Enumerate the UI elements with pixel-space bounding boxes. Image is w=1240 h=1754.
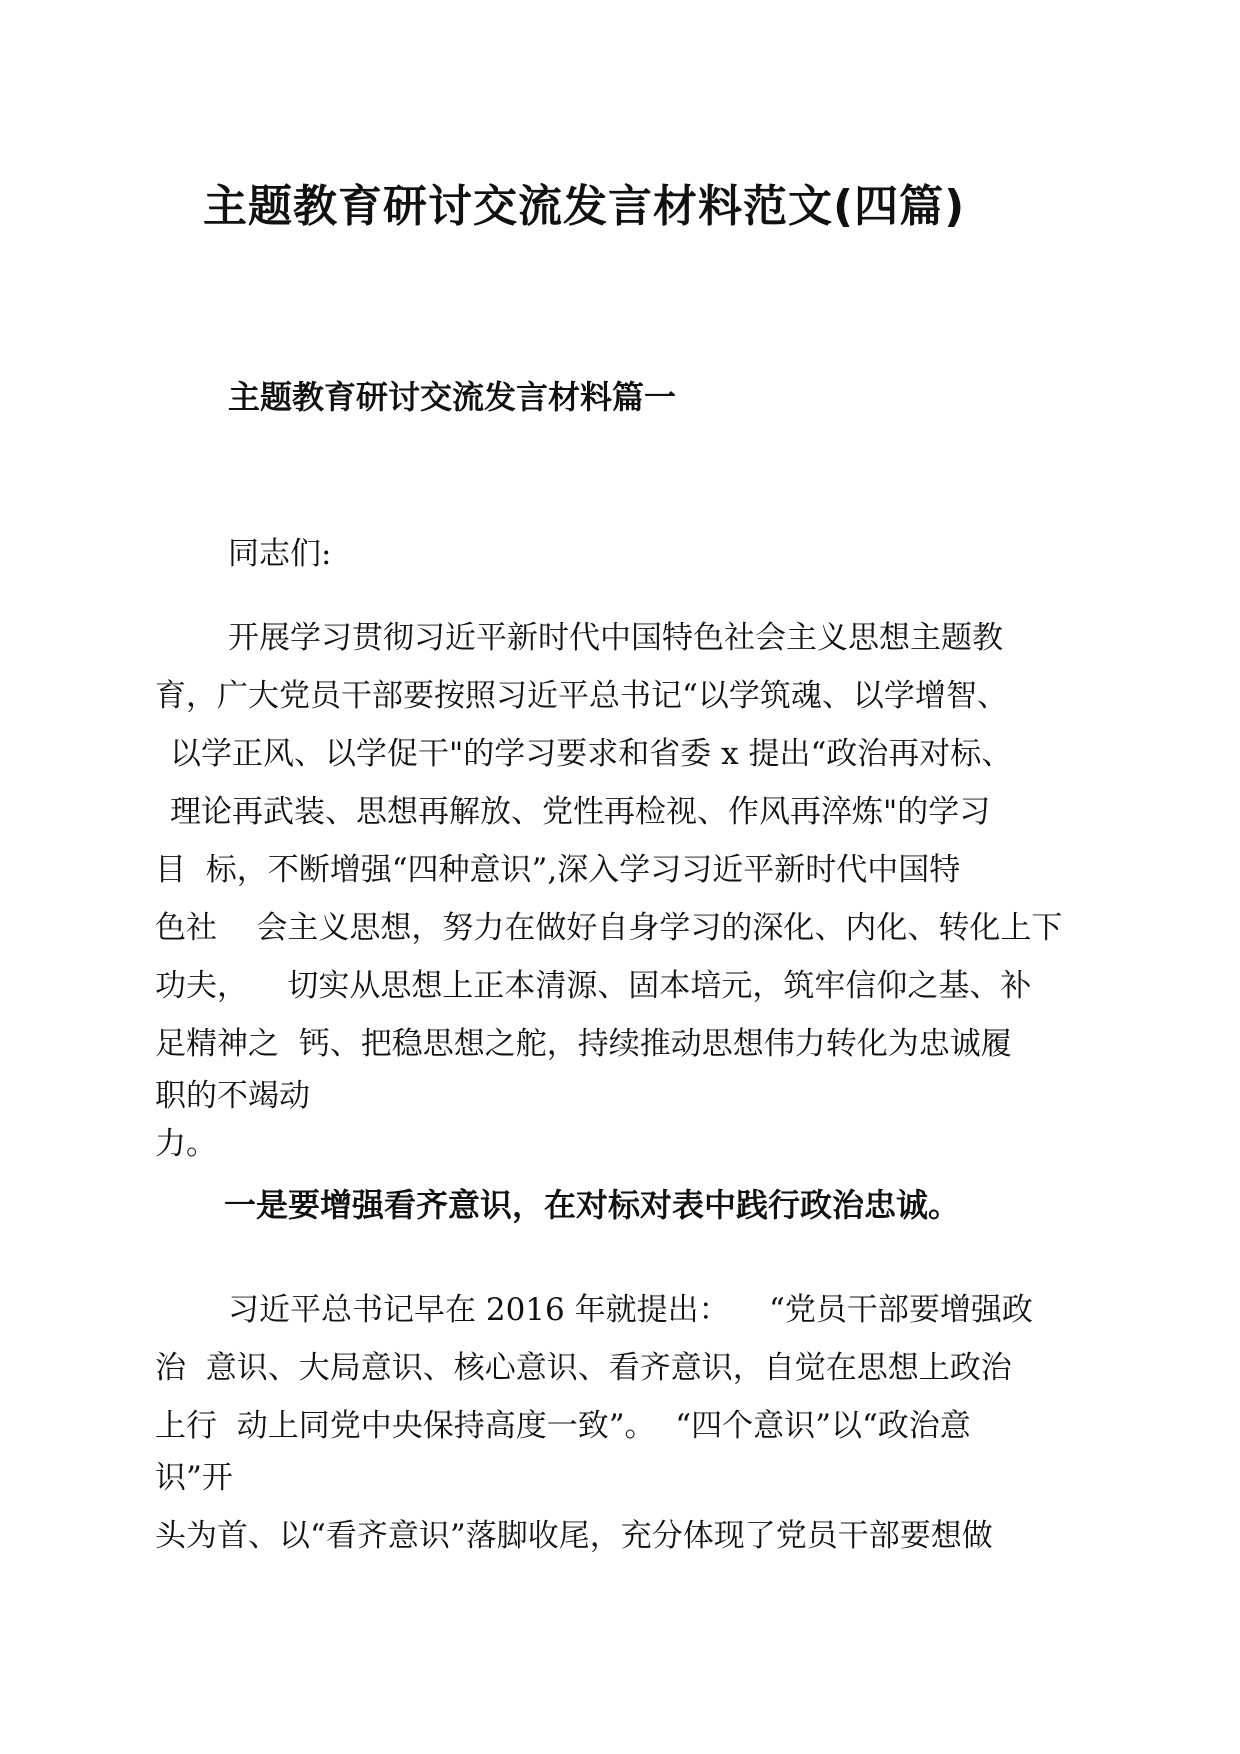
paragraph-line: 治 意识、大局意识、核心意识、看齐意识，自觉在思想上政治 <box>155 1350 1012 1386</box>
paragraph-line: 上行 动上同党中央保持高度一致”。 “四个意识”以“政治意 <box>155 1408 971 1444</box>
section-heading: 主题教育研讨交流发言材料篇一 <box>228 378 677 416</box>
paragraph-line: 色社 会主义思想，努力在做好自身学习的深化、内化、转化上下 <box>155 910 1063 946</box>
paragraph-line: 目 标，不断增强“四种意识”,深入学习习近平新时代中国特 <box>155 852 961 888</box>
paragraph-line: 育，广大党员干部要按照习近平总书记“以学筑魂、以学增智、 <box>155 678 1008 714</box>
salutation: 同志们: <box>228 536 332 572</box>
paragraph-line: 以学正风、以学促干"的学习要求和省委 x 提出“政治再对标、 <box>170 736 1013 772</box>
paragraph-line: 力。 <box>155 1126 217 1162</box>
document-title: 主题教育研讨交流发言材料范文(四篇) <box>203 181 966 232</box>
paragraph-line: 职的不竭动 <box>155 1078 310 1114</box>
paragraph-line: 开展学习贯彻习近平新时代中国特色社会主义思想主题教 <box>228 620 1003 656</box>
paragraph-line: 理论再武装、思想再解放、党性再检视、作风再淬炼"的学习 <box>170 794 991 830</box>
paragraph-line: 识”开 <box>155 1460 233 1496</box>
paragraph-line: 足精神之 钙、把稳思想之舵，持续推动思想伟力转化为忠诚履 <box>155 1026 1012 1062</box>
paragraph-line: 头为首、以“看齐意识”落脚收尾，充分体现了党员干部要想做 <box>155 1518 993 1554</box>
paragraph-line: 习近平总书记早在 2016 年就提出： “党员干部要增强政 <box>228 1292 1033 1328</box>
point-heading: 一是要增强看齐意识，在对标对表中践行政治忠诚。 <box>224 1186 961 1224</box>
paragraph-line: 功夫， 切实从思想上正本清源、固本培元，筑牢信仰之基、补 <box>155 968 1032 1004</box>
